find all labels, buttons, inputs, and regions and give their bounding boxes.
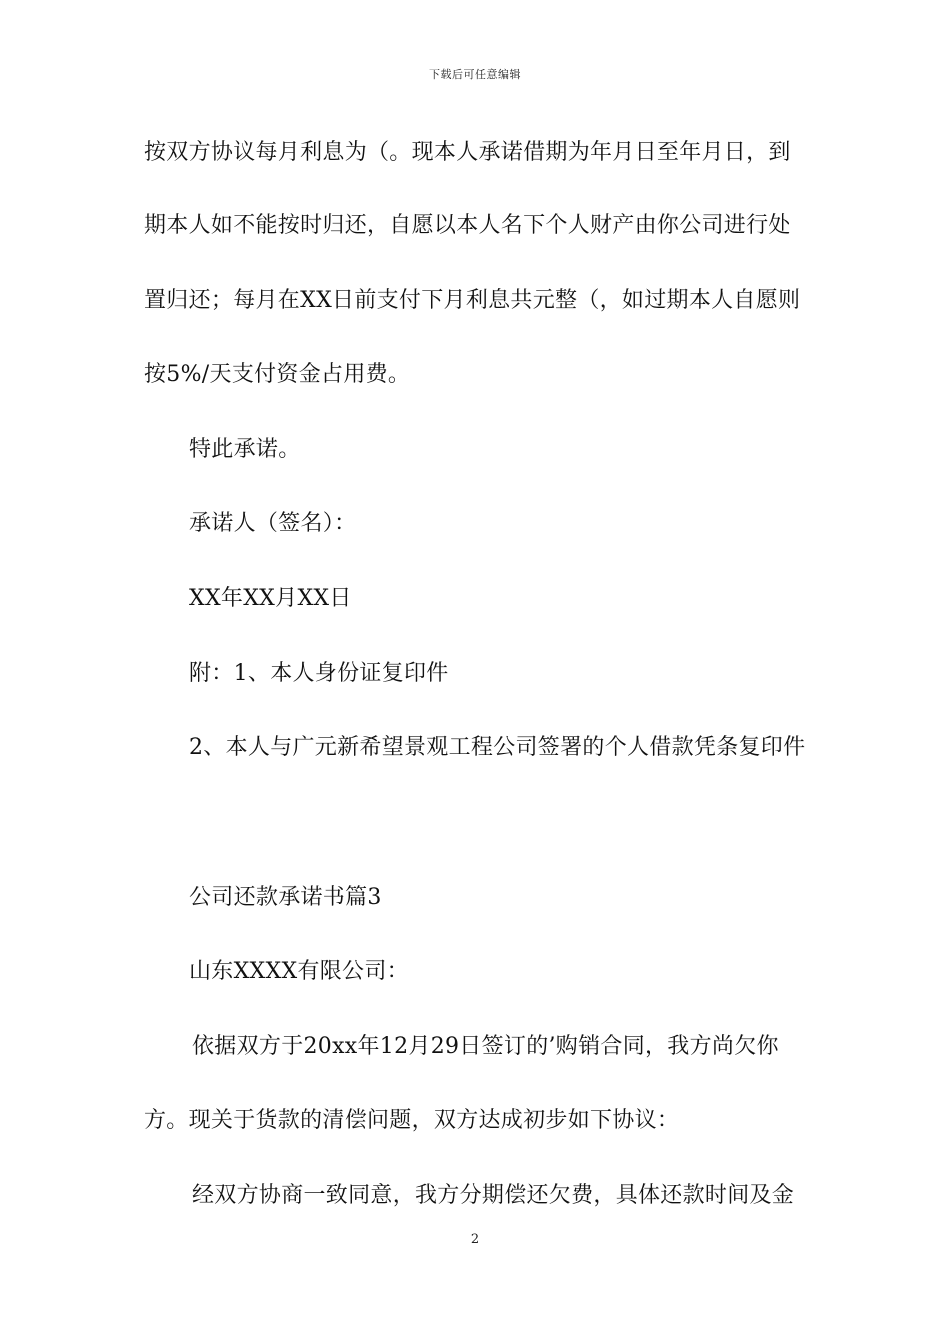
body-line-13: 方。现关于货款的清偿问题，双方达成初步如下协议： <box>144 1108 680 1133</box>
addressee-line: 山东XXXX有限公司： <box>189 959 409 984</box>
body-line-3: 置归还；每月在XX日前支付下月利息共元整（，如过期本人自愿则 <box>144 288 801 313</box>
body-line-6: 承诺人（签名）： <box>189 511 357 536</box>
body-line-2: 期本人如不能按时归还，自愿以本人名下个人财产由你公司进行处 <box>144 213 791 238</box>
body-line-14: 经双方协商一致同意，我方分期偿还欠费，具体还款时间及金 <box>192 1183 795 1208</box>
body-line-9: 2、本人与广元新希望景观工程公司签署的个人借款凭条复印件 <box>189 735 806 760</box>
body-line-7: XX年XX月XX日 <box>189 586 352 611</box>
body-line-5: 特此承诺。 <box>189 437 301 462</box>
body-line-12: 依据双方于20xx年12月29日签订的’购销合同，我方尚欠你 <box>192 1034 779 1059</box>
body-line-1: 按双方协议每月利息为（。现本人承诺借期为年月日至年月日，到 <box>144 140 791 165</box>
section-title: 公司还款承诺书篇3 <box>189 885 382 910</box>
body-line-4: 按5%/天支付资金占用费。 <box>144 362 411 387</box>
body-line-8: 附：1、本人身份证复印件 <box>189 661 449 686</box>
page-number: 2 <box>470 1232 480 1247</box>
page-header: 下载后可任意编辑 <box>429 68 521 81</box>
